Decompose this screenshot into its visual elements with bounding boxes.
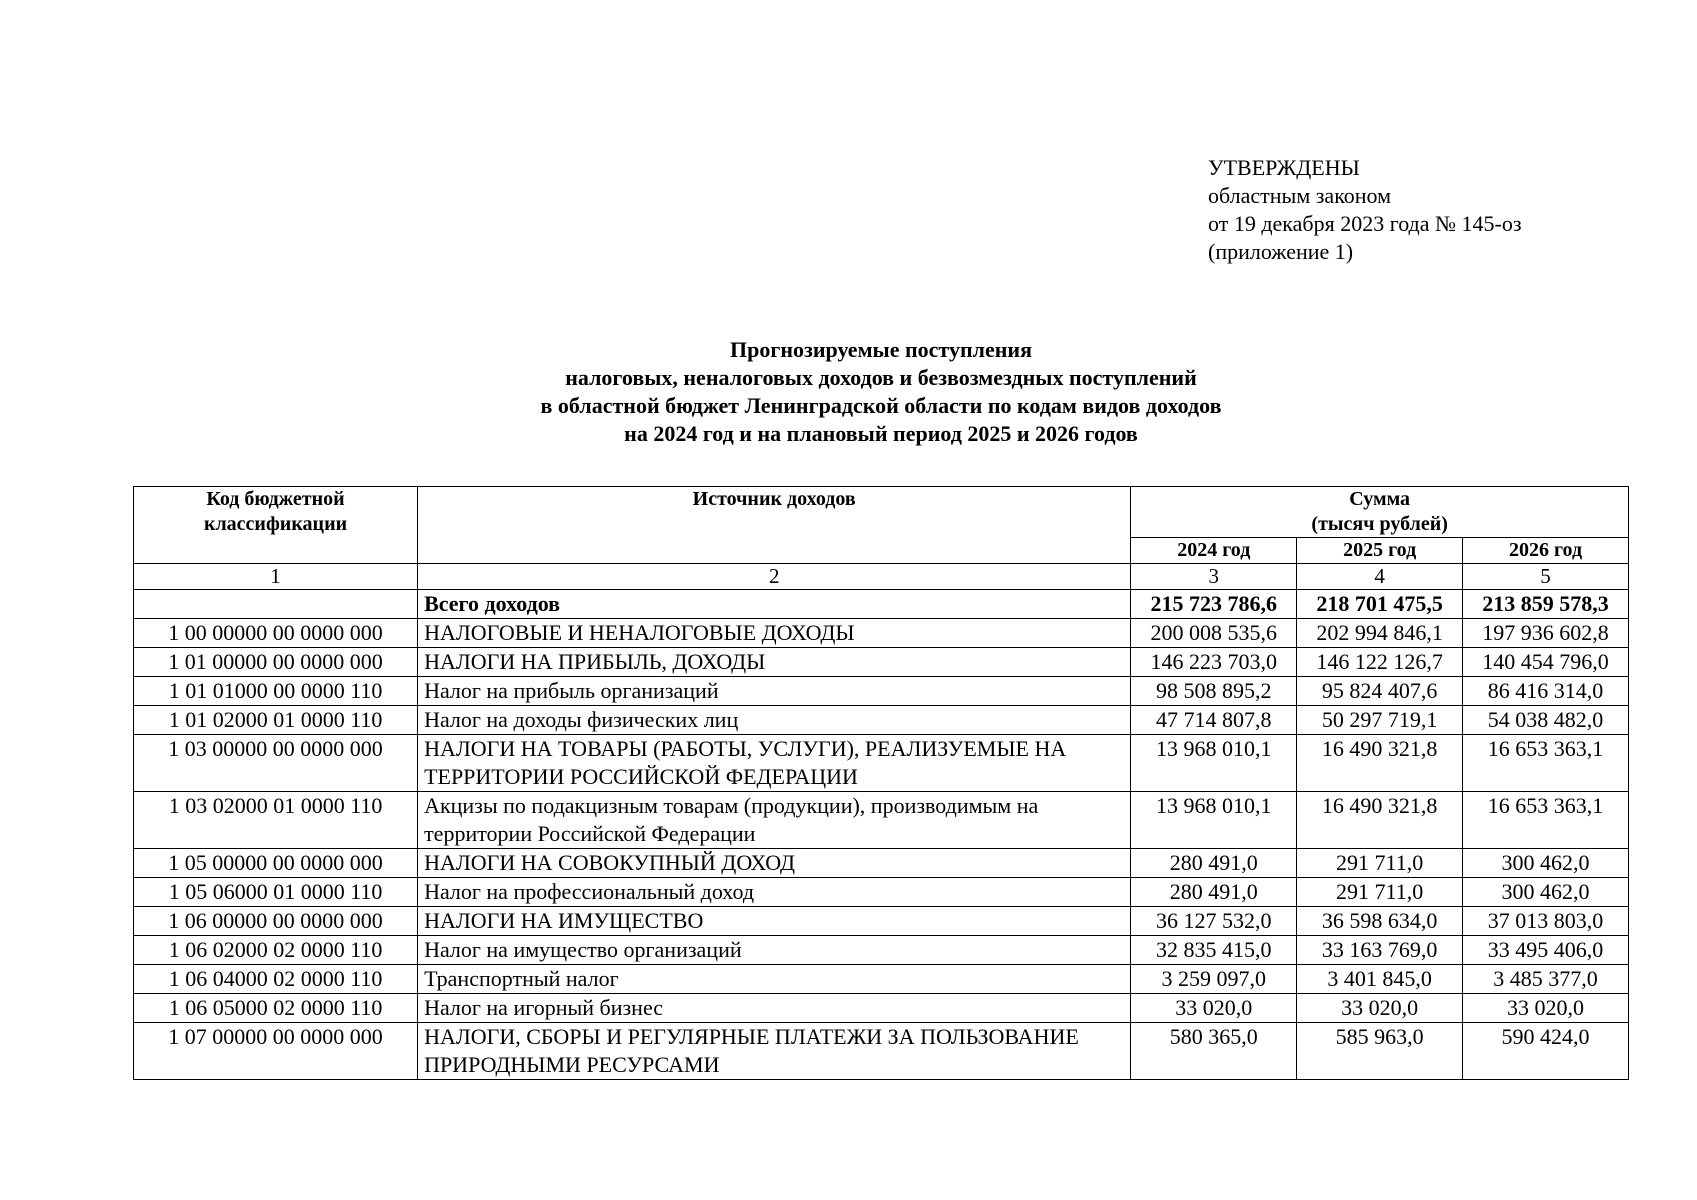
row-amount-2025: 585 963,0 bbox=[1297, 1023, 1463, 1080]
row-source-name: НАЛОГОВЫЕ И НЕНАЛОГОВЫЕ ДОХОДЫ bbox=[418, 619, 1131, 648]
row-amount-2025: 33 163 769,0 bbox=[1297, 936, 1463, 965]
row-code: 1 06 05000 02 0000 110 bbox=[134, 994, 418, 1023]
row-amount-2026: 37 013 803,0 bbox=[1463, 907, 1629, 936]
approval-block bbox=[1208, 154, 1522, 266]
header-code: Код бюджетной классификации bbox=[134, 487, 418, 564]
table-row bbox=[134, 878, 1629, 907]
row-amount-2025: 291 711,0 bbox=[1297, 849, 1463, 878]
row-amount-2024: 33 020,0 bbox=[1131, 994, 1297, 1023]
row-amount-2024: 13 968 010,1 bbox=[1131, 735, 1297, 792]
row-source-name: НАЛОГИ НА СОВОКУПНЫЙ ДОХОД bbox=[418, 849, 1131, 878]
row-amount-2024: 280 491,0 bbox=[1131, 878, 1297, 907]
header-year-2026: 2026 год bbox=[1463, 538, 1629, 564]
row-amount-2026: 300 462,0 bbox=[1463, 849, 1629, 878]
total-2024: 215 723 786,6 bbox=[1131, 590, 1297, 619]
row-amount-2024: 580 365,0 bbox=[1131, 1023, 1297, 1080]
table-row bbox=[134, 936, 1629, 965]
total-label: Всего доходов bbox=[418, 590, 1131, 619]
row-source-name: НАЛОГИ НА ИМУЩЕСТВО bbox=[418, 907, 1131, 936]
header-year-2024: 2024 год bbox=[1131, 538, 1297, 564]
table-row bbox=[134, 706, 1629, 735]
row-code: 1 01 00000 00 0000 000 bbox=[134, 648, 418, 677]
row-amount-2026: 86 416 314,0 bbox=[1463, 677, 1629, 706]
row-code: 1 03 00000 00 0000 000 bbox=[134, 735, 418, 792]
row-amount-2024: 98 508 895,2 bbox=[1131, 677, 1297, 706]
row-amount-2024: 280 491,0 bbox=[1131, 849, 1297, 878]
row-amount-2025: 36 598 634,0 bbox=[1297, 907, 1463, 936]
row-source-name: Налог на профессиональный доход bbox=[418, 878, 1131, 907]
total-2026: 213 859 578,3 bbox=[1463, 590, 1629, 619]
table-row bbox=[134, 619, 1629, 648]
table-row bbox=[134, 1023, 1629, 1080]
row-amount-2026: 33 020,0 bbox=[1463, 994, 1629, 1023]
table-row bbox=[134, 994, 1629, 1023]
row-amount-2024: 146 223 703,0 bbox=[1131, 648, 1297, 677]
column-number: 1 bbox=[134, 564, 418, 590]
table-row bbox=[134, 735, 1629, 792]
row-source-name: Транспортный налог bbox=[418, 965, 1131, 994]
row-amount-2026: 300 462,0 bbox=[1463, 878, 1629, 907]
row-code: 1 05 06000 01 0000 110 bbox=[134, 878, 418, 907]
row-amount-2024: 13 968 010,1 bbox=[1131, 792, 1297, 849]
table-row bbox=[134, 965, 1629, 994]
row-amount-2025: 16 490 321,8 bbox=[1297, 735, 1463, 792]
column-number: 5 bbox=[1463, 564, 1629, 590]
row-code: 1 01 02000 01 0000 110 bbox=[134, 706, 418, 735]
row-code: 1 03 02000 01 0000 110 bbox=[134, 792, 418, 849]
row-code: 1 06 00000 00 0000 000 bbox=[134, 907, 418, 936]
row-source-name: Налог на имущество организаций bbox=[418, 936, 1131, 965]
row-amount-2026: 16 653 363,1 bbox=[1463, 735, 1629, 792]
header-source: Источник доходов bbox=[418, 487, 1131, 564]
revenue-table bbox=[133, 486, 1629, 1080]
row-source-name: Налог на игорный бизнес bbox=[418, 994, 1131, 1023]
row-amount-2024: 200 008 535,6 bbox=[1131, 619, 1297, 648]
row-amount-2026: 197 936 602,8 bbox=[1463, 619, 1629, 648]
row-amount-2026: 33 495 406,0 bbox=[1463, 936, 1629, 965]
total-row bbox=[134, 590, 1629, 619]
table-row bbox=[134, 648, 1629, 677]
row-amount-2025: 202 994 846,1 bbox=[1297, 619, 1463, 648]
row-code: 1 06 04000 02 0000 110 bbox=[134, 965, 418, 994]
row-amount-2025: 146 122 126,7 bbox=[1297, 648, 1463, 677]
approval-date-number: от 19 декабря 2023 года № 145-оз bbox=[1208, 211, 1522, 236]
row-amount-2024: 36 127 532,0 bbox=[1131, 907, 1297, 936]
row-amount-2025: 3 401 845,0 bbox=[1297, 965, 1463, 994]
approval-heading: УТВЕРЖДЕНЫ bbox=[1208, 155, 1360, 180]
column-numbers-row bbox=[134, 564, 1629, 590]
table-row bbox=[134, 677, 1629, 706]
row-amount-2025: 95 824 407,6 bbox=[1297, 677, 1463, 706]
row-amount-2024: 47 714 807,8 bbox=[1131, 706, 1297, 735]
table-row bbox=[134, 792, 1629, 849]
row-amount-2026: 590 424,0 bbox=[1463, 1023, 1629, 1080]
row-amount-2024: 32 835 415,0 bbox=[1131, 936, 1297, 965]
header-sum-unit: (тысяч рублей) bbox=[1311, 513, 1448, 535]
column-number: 3 bbox=[1131, 564, 1297, 590]
row-source-name: НАЛОГИ НА ПРИБЫЛЬ, ДОХОДЫ bbox=[418, 648, 1131, 677]
row-amount-2025: 33 020,0 bbox=[1297, 994, 1463, 1023]
header-sum-label: Сумма bbox=[1349, 488, 1411, 510]
document-title bbox=[133, 336, 1629, 448]
approval-appendix: (приложение 1) bbox=[1208, 239, 1354, 264]
row-amount-2026: 140 454 796,0 bbox=[1463, 648, 1629, 677]
row-amount-2024: 3 259 097,0 bbox=[1131, 965, 1297, 994]
title-line-4: на 2024 год и на плановый период 2025 и 2026 годов bbox=[624, 421, 1138, 446]
table-row bbox=[134, 849, 1629, 878]
title-line-3: в областной бюджет Ленинградской области по кодам видов доходов bbox=[540, 393, 1222, 418]
total-code bbox=[134, 590, 418, 619]
row-code: 1 01 01000 00 0000 110 bbox=[134, 677, 418, 706]
header-sum bbox=[1131, 487, 1629, 538]
approval-law: областным законом bbox=[1208, 183, 1392, 208]
header-year-2025: 2025 год bbox=[1297, 538, 1463, 564]
total-2025: 218 701 475,5 bbox=[1297, 590, 1463, 619]
row-amount-2026: 54 038 482,0 bbox=[1463, 706, 1629, 735]
row-amount-2025: 50 297 719,1 bbox=[1297, 706, 1463, 735]
row-amount-2026: 3 485 377,0 bbox=[1463, 965, 1629, 994]
row-amount-2026: 16 653 363,1 bbox=[1463, 792, 1629, 849]
row-amount-2025: 16 490 321,8 bbox=[1297, 792, 1463, 849]
row-source-name: Налог на доходы физических лиц bbox=[418, 706, 1131, 735]
title-line-2: налоговых, неналоговых доходов и безвозмездных поступлений bbox=[565, 365, 1197, 390]
header-row bbox=[134, 487, 1629, 538]
row-source-name: Налог на прибыль организаций bbox=[418, 677, 1131, 706]
column-number: 2 bbox=[418, 564, 1131, 590]
row-code: 1 00 00000 00 0000 000 bbox=[134, 619, 418, 648]
row-code: 1 06 02000 02 0000 110 bbox=[134, 936, 418, 965]
table-row bbox=[134, 907, 1629, 936]
row-source-name: Акцизы по подакцизным товарам (продукции), производимым на территории Российской Федерации bbox=[418, 792, 1131, 849]
title-line-1: Прогнозируемые поступления bbox=[730, 337, 1032, 362]
row-code: 1 05 00000 00 0000 000 bbox=[134, 849, 418, 878]
row-amount-2025: 291 711,0 bbox=[1297, 878, 1463, 907]
row-code: 1 07 00000 00 0000 000 bbox=[134, 1023, 418, 1080]
row-source-name: НАЛОГИ НА ТОВАРЫ (РАБОТЫ, УСЛУГИ), РЕАЛИЗУЕМЫЕ НА ТЕРРИТОРИИ РОССИЙСКОЙ ФЕДЕРАЦИИ bbox=[418, 735, 1131, 792]
column-number: 4 bbox=[1297, 564, 1463, 590]
row-source-name: НАЛОГИ, СБОРЫ И РЕГУЛЯРНЫЕ ПЛАТЕЖИ ЗА ПОЛЬЗОВАНИЕ ПРИРОДНЫМИ РЕСУРСАМИ bbox=[418, 1023, 1131, 1080]
